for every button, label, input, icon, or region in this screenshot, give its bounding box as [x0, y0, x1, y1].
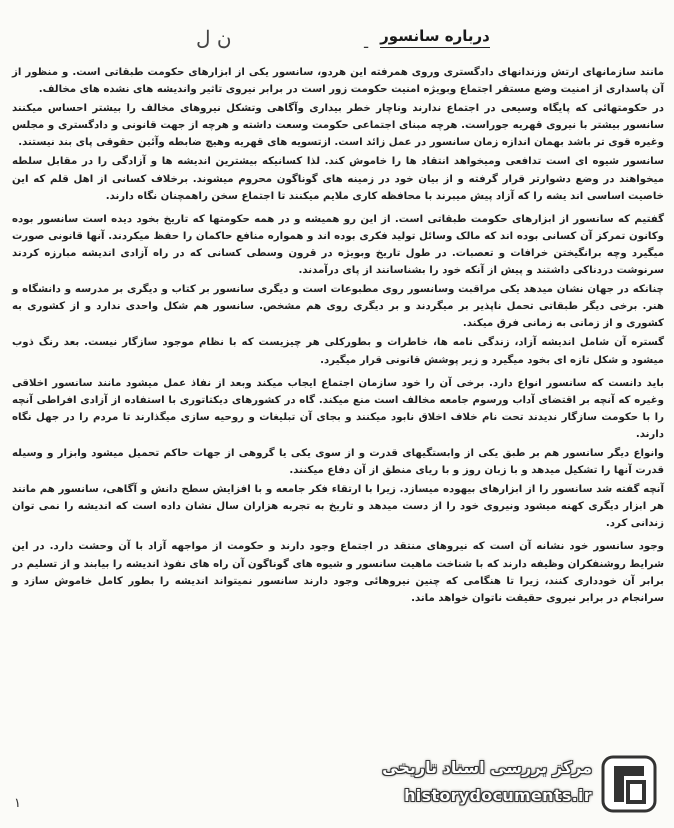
pen-tick-mark: ـ — [364, 36, 369, 52]
page-number: ۱ — [14, 796, 21, 811]
archive-emblem-icon — [600, 754, 658, 814]
document-body — [12, 64, 664, 609]
paragraph: وانواع دیگر سانسور هم بر طبق یکی از وابستگیهای قدرت و از سوی یکی یا گروهی از جهات حاکم تحمیل میشود وابزار و وسیله قدرت آنها را تشکیل میدهد و با زبان روز و با ریای منطق از آن دفاع میکنند. — [12, 447, 664, 477]
paragraph: مانند سازمانهای ارتش وزندانهای دادگستری وروی همرفته این هردو، سانسور یکی از ابزارهای حکومت طبقاتی است. و منظور از آن پاسداری از امنیت وضع مستقر اجتماع وبویژه امنیت حکومت زور است در برابر نیروی تاثیر واندیشه های نشده های مخالف. — [12, 67, 664, 96]
paragraph: گستره آن شامل اندیشه آزاد، زندگی نامه ها، خاطرات و بطورکلی هر چیزیست که با نظام موجود سازگار نیست. بعد رنگ ذوب میشود و شکل تازه ای بخود میگیرد و زیر پوشش قانونی قرار میگیرد. — [12, 337, 664, 366]
paragraph: آنچه گفته شد سانسور را از ابزارهای بیهوده میسازد. زیرا با ارتقاء فکر جامعه و با افزایش سطح دانش و آگاهی، سانسور هم مانند هر ابزار دیگری کهنه میشود ونیروی خود را از دست میدهد و تاریخ به تجربه هزاران سال نشان داده است که اندیشه را نمی توان زندانی کرد. — [12, 484, 664, 530]
paragraph: در حکومتهائی که پایگاه وسیعی در اجتماع ندارند وناچار خطر بیداری وآگاهی وتشکل نیروهای مخالف را بیشتر احساس میکنند سانسور بیشتر با نیروی قهریه جوراست. هرچه مبنای اجتماعی حکومت وسعت داشته و هرچه از جهت قانونی و دادگستری و مجلس وغیره قوی تر باشد بهمان اندازه زمان سانسور در عمل زائد است. ازتسویه های قهریه وهیچ ضابطه وآئین حقوقی پای بند نیستند. — [12, 103, 664, 149]
paragraph: باید دانست که سانسور انواع دارد. برخی آن را خود سازمان اجتماع ایجاب میکند وبعد از نفاذ عمل میشود مانند سانسور اخلاقی وغیره که آنچه بر اقتضای آداب ورسوم جامعه مخالف است منع میکند. گاه در کشورهای دیکتاتوری با استفاده از آزادی افراطی آنچه را با حکومت سازگار ندیدند تحت نام خلاف اخلاق نابود میکنند و بجای آن تبلیغات و روحیه سازی میگذارند تا مردم را در جهل نگاه دارند. — [12, 377, 664, 440]
watermark-name: مرکز بررسی اسناد تاریخی — [382, 758, 592, 777]
document-title: درباره سانسور — [380, 27, 490, 48]
paragraph: وجود سانسور خود نشانه آن است که نیروهای منتقد در اجتماع وجود دارند و حکومت از مواجهه آزاد با آن وحشت دارد. در این شرایط روشنفکران وظیفه دارند که با شناخت ماهیت سانسور و شیوه های گوناگون آن راه های نفوذ اندیشه را بیابند و از تسلیم در برابر آن خودداری کنند، زیرا تا هنگامی که چنین نیروهائی وجود دارند سانسور نمیتواند اندیشه را بطور کامل خاموش سازد و سرانجام در برابر نیروی حقیقت ناتوان خواهد ماند. — [12, 541, 664, 604]
watermark — [362, 752, 662, 818]
paragraph: سانسور شیوه ای است تدافعی ومیخواهد انتقاد ها را خاموش کند. لذا کسانیکه بیشترین اندیشه ها و آزادگی را در مقابل سلطه میخواهند در وضع دشوارتر قرار گرفته و از بیان خود در زمینه های گوناگون محروم میشوند. برخلاف کسانی از اهل قلم که این خاصیت اساسی اند یشه را که آزاد پیش میبرند با محافظه کاری ملایم میکنند تا اجتماع سخن راهمچنان نگاه دارند. — [12, 156, 664, 202]
page-heading — [0, 12, 674, 52]
paragraph: چنانکه در جهان نشان میدهد یکی مراقبت وسانسور روی مطبوعات است و دیگری سانسور بر کتاب و دیگری بر مدرسه و دانشگاه و هنر. برخی دیگر طبقاتی تحمل ناپذیر بر میگردند و بر دیگری روی هم مشخص. سانسور هم شکل واحدی ندارد و از کشوری به کشوری و از زمانی به زمانی فرق میکند. — [12, 284, 664, 330]
handwritten-mark: ن ل — [196, 26, 232, 50]
watermark-url: historydocuments.ir — [404, 786, 592, 805]
paragraph: گفتیم که سانسور از ابزارهای حکومت طبقاتی است. از این رو همیشه و در همه حکومتها که تاریخ بخود دیده است سانسور بوده وکانون تمرکز آن کسانی بوده اند که مالک وسائل تولید فکری بوده اند و همواره منافع حاکمان را حفظ میکردند. آنها قانونی صورت میگیرد وچه برانگیختن خرافات و تعصبات. در طول تاریخ وبویژه در قرون وسطی کسانی که در راه آزادی اندیشه مبارزه کردند سرنوشت دردناکی داشتند و پیش از آنکه خود را بشناسانند از پای درآمدند. — [12, 213, 664, 277]
